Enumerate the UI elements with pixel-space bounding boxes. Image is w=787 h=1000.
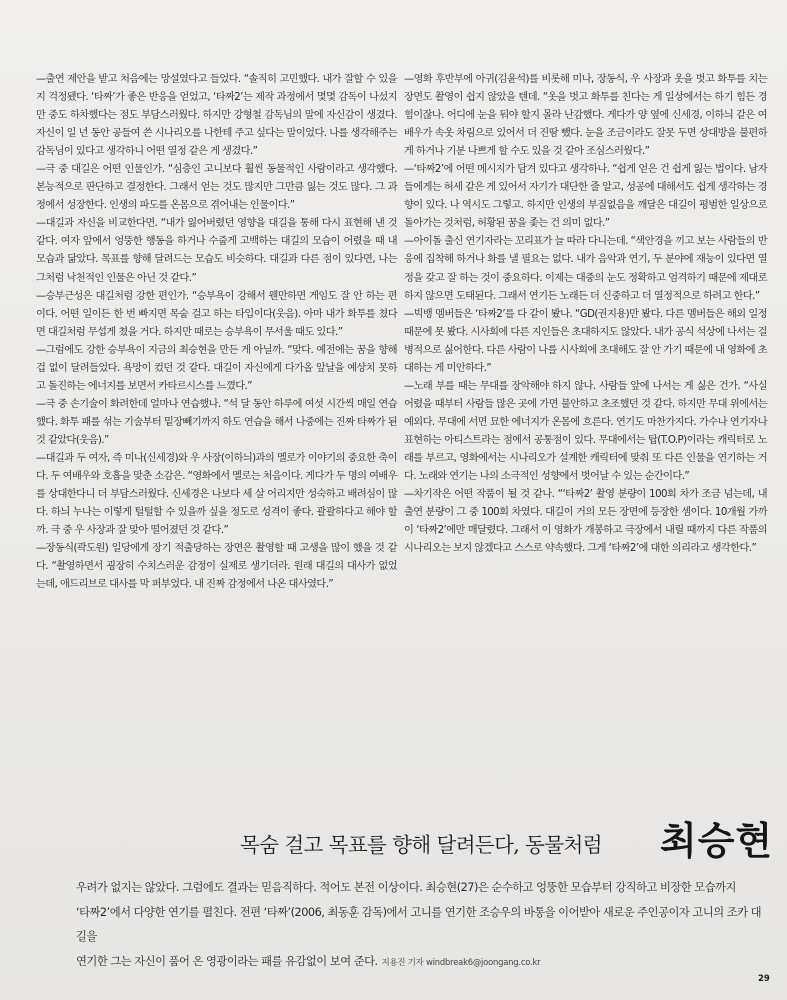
byline: 지용진 기자 windbreak6@joongang.co.kr xyxy=(381,956,541,967)
article-headline xyxy=(240,810,785,865)
qa-paragraph: —출연 제안을 받고 처음에는 망설였다고 들었다. “솔직히 고민했다. 내가 잘할 수 있을지 걱정됐다. ‘타짜’가 좋은 반응을 얻었고, ‘타짜2’는 제작 과정에서 몇몇 감독이 나섰지만 중도 하차했다는 점도 부담스러웠다. 하지만 강형철 감독님의 말에 자신감이 생겼다. 자신이 일 년 동안 공들여 쓴 시나리오를 나한테 주고 싶다는 말이었다. 나를 생각해주는 감독님이 있다고 생각하니 어떤 열정 같은 게 생겼다.” xyxy=(36,74,397,158)
qa-paragraph: —그럼에도 강한 승부욕이 지금의 최승현을 만든 게 아닐까. “맞다. 예전에는 꿈을 향해 겁 없이 달려들었다. 욕망이 컸던 것 같다. 대길이 자신에게 다가올 앞날을 예상치 못하고 돌진하는 에너지를 보면서 카타르시스를 느꼈다.” xyxy=(36,344,397,392)
article-intro xyxy=(76,876,766,974)
interview-column-left xyxy=(36,71,397,594)
qa-paragraph: —‘타짜2’에 어떤 메시지가 담겨 있다고 생각하나. “쉽게 얻은 건 쉽게 잃는 법이다. 남자들에게는 허세 같은 게 있어서 자기가 대단한 줄 알고, 성공에 대해서도 쉽게 생각하는 경향이 있다. 나 역시도 그렇고. 하지만 인생의 부질없음을 깨달은 대길이 평범한 일상으로 돌아가는 것처럼, 허황된 꿈을 좇는 건 의미 없다.” xyxy=(404,164,767,230)
qa-paragraph: —대길과 두 여자, 즉 미나(신세경)와 우 사장(이하늬)과의 멜로가 이야기의 중요한 축이다. 두 여배우와 호흡을 맞춘 소감은. “영화에서 멜로는 처음이다. 게다가 두 명의 여배우를 상대한다니 더 부담스러웠다. 신세경은 나보다 세 살 어리지만 성숙하고 배려심이 많다. 하늬 누나는 이렇게 털털할 수 있을까 싶을 정도로 성격이 좋다. 괄괄하다고 해야 할까. 극 중 우 사장과 잘 맞아 떨어졌던 것 같다.” xyxy=(36,452,397,537)
qa-paragraph: —대길과 자신을 비교한다면. “내가 잃어버렸던 영향을 대길을 통해 다시 표현해 낸 것 같다. 여자 앞에서 엉뚱한 행동을 하거나 수줍게 고백하는 대길의 모습이 어렸을 때 내 모습과 닮았다. 목표를 향해 달려드는 모습도 비슷하다. 대길과 다른 점이 있다면, 나는 그처럼 낙천적인 인물은 아닌 것 같다.” xyxy=(36,218,397,284)
qa-paragraph: —노래 부를 때는 무대를 장악해야 하지 않나. 사람들 앞에 나서는 게 싫은 건가. “사실 어렸을 때부터 사람들 많은 곳에 가면 불안하고 초조했던 것 같다. 하지만 무대 위에서는 예외다. 무대에 서면 묘한 에너지가 온몸에 흐른다. 연기도 마찬가지다. 가수나 연기자나 표현하는 아티스트라는 점에서 공통점이 있다. 무대에서는 탑(T.O.P)이라는 캐릭터로 노래를 부르고, 영화에서는 시나리오가 설계한 캐릭터에 맞춰 또 다른 인물을 연기하는 거다. 노래와 연기는 나의 소극적인 성향에서 벗어날 수 있는 순간이다.” xyxy=(404,380,767,483)
qa-paragraph: —극 중 대길은 어떤 인물인가. “심층인 고니보다 훨씬 동물적인 사람이라고 생각했다. 본능적으로 판단하고 결정한다. 그래서 얻는 것도 많지만 그만큼 잃는 것도 많다. 그 과정에서 성장한다. 인생의 파도를 온몸으로 겪어내는 인물이다.” xyxy=(36,164,397,212)
qa-paragraph: —빅뱅 멤버들은 ‘타짜2’를 다 같이 봤나. “GD(권지용)만 봤다. 다른 멤버들은 해외 일정 때문에 못 봤다. 시사회에 다른 지인들은 초대하지도 않았다. 내가 공식 석상에 나서는 걸 병적으로 싫어한다. 다른 사람이 나를 시사회에 초대해도 잘 안 가기 때문에 내 영화에 초대하는 게 미안하다.” xyxy=(404,308,767,374)
intro-line: 우려가 없지는 않았다. 그럼에도 결과는 믿음직하다. 적어도 본전 이상이다. 최승현(27)은 순수하고 엉뚱한 모습부터 강직하고 비장한 모습까지 xyxy=(76,881,736,894)
subject-name: 최승현 xyxy=(660,818,774,863)
interview-column-right xyxy=(404,71,767,558)
headline-text: 목숨 걸고 목표를 향해 달려든다, 동물처럼 xyxy=(240,833,602,857)
intro-line xyxy=(76,950,766,975)
qa-paragraph: —극 중 손기술이 화려한데 얼마나 연습했나. “석 달 동안 하루에 여섯 시간씩 매일 연습했다. 화투 패를 섞는 기술부터 밑장빼기까지 하도 연습을 해서 나중에는 진짜 타짜가 된 것 같았다(웃음).” xyxy=(36,398,397,446)
qa-paragraph: —차기작은 어떤 작품이 될 것 같나. “‘타짜2’ 촬영 분량이 100회 차가 조금 넘는데, 내 출연 분량이 그 중 100회 차였다. 대길이 거의 모든 장면에 등장한 셈이다. 10개월 가까이 ‘타짜2’에만 매달렸다. 그래서 이 영화가 개봉하고 극장에서 내릴 때까지 다른 작품의 시나리오는 보지 않겠다고 스스로 약속했다. 그게 ‘타짜2’에 대한 의리라고 생각한다.” xyxy=(404,489,767,555)
qa-paragraph: —아이돌 출신 연기자라는 꼬리표가 늘 따라 다니는데. “색안경을 끼고 보는 사람들의 반응에 집착해 하거나 화를 낼 필요는 없다. 내가 음악과 연기, 두 분야에 재능이 있다면 열정을 갖고 잘 하는 것이 중요하다. 이제는 대중의 눈도 정확하고 엄격하기 때문에 제대로 하지 않으면 도태된다. 그래서 연기든 노래든 더 신중하고 더 열정적으로 하려고 한다.” xyxy=(404,236,767,302)
intro-line-text: 연기한 그는 자신이 품어 온 영광이라는 패를 유감없이 보여 준다. xyxy=(76,954,378,968)
qa-paragraph: —장동식(곽도원) 일당에게 장기 적출당하는 장면은 촬영할 때 고생을 많이 했을 것 같다. “촬영하면서 굉장히 수치스러운 감정이 실제로 생기더라. 원래 대길의 대사가 없었는데, 애드리브로 대사를 막 퍼부었다. 내 진짜 감정에서 나온 대사였다.” xyxy=(36,543,397,591)
intro-line: ‘타짜2’에서 다양한 연기를 펼친다. 전편 ‘타짜’(2006, 최동훈 감독)에서 고니를 연기한 조승우의 바통을 이어받아 새로운 주인공이자 고니의 조카 대길을 xyxy=(76,905,762,943)
qa-paragraph: —승부근성은 대길처럼 강한 편인가. “승부욕이 강해서 웬만하면 게임도 잘 안 하는 편이다. 어떤 일이든 한 번 빠지면 목숨 걸고 하는 타입이다(웃음). 아마 내가 화투를 쳤다면 대길처럼 무섭게 쳤을 거다. 하지만 때로는 승부욕이 무서울 때도 있다.” xyxy=(36,290,397,338)
page-number: 29 xyxy=(758,974,770,984)
qa-paragraph: —영화 후반부에 아귀(김윤석)를 비롯해 미나, 장동식, 우 사장과 옷을 벗고 화투를 치는 장면도 촬영이 쉽지 않았을 텐데. “옷을 벗고 화투를 친다는 게 일상에서는 하기 힘든 경험이잖나. 어디에 눈을 둬야 할지 몰라 난감했다. 게다가 양 옆에 신세경, 이하늬 같은 여배우가 속옷 차림으로 있어서 더 진땀 뺐다. 눈을 조금이라도 잘못 두면 상대방을 불편하게 하거나 기분 나쁘게 할 수도 있을 것 같아 조심스러웠다.” xyxy=(404,74,767,158)
